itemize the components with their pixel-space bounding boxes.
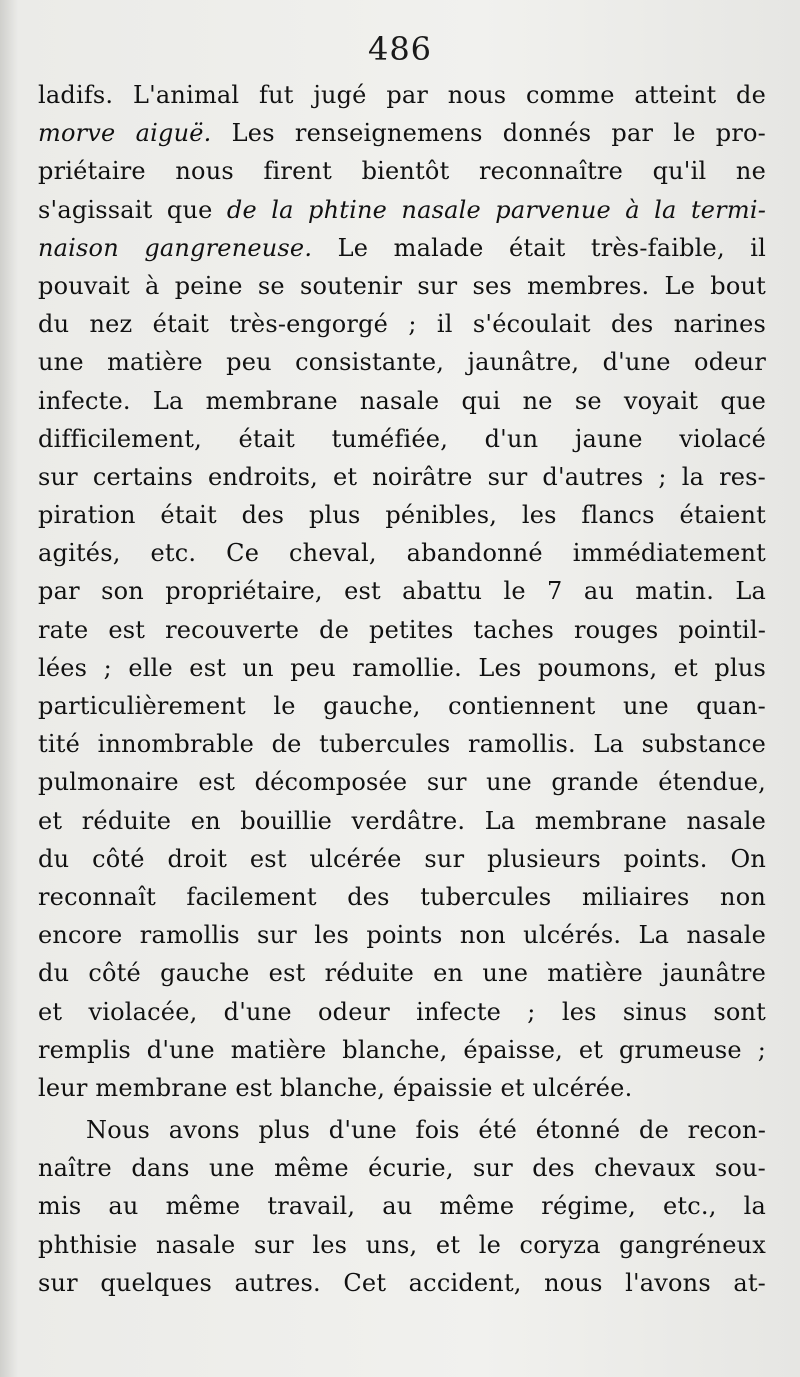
text-segment: sur quelques autres. Cet accident, nous l'avons at- bbox=[38, 1268, 766, 1297]
italic-segment: de la phtine nasale parvenue à la termi- bbox=[226, 195, 767, 224]
text-segment: lées ; elle est un peu ramollie. Les poumons, et plus bbox=[38, 653, 766, 682]
text-segment: pulmonaire est décomposée sur une grande étendue, bbox=[38, 768, 766, 797]
text-segment: difficilement, était tuméfiée, d'un jaune violacé bbox=[38, 424, 766, 453]
text-line bbox=[38, 572, 766, 610]
body-text bbox=[38, 76, 766, 1302]
text-segment: Nous avons plus d'une fois été étonné de recon- bbox=[86, 1116, 766, 1145]
text-segment: reconnaît facilement des tubercules miliaires non bbox=[38, 882, 766, 911]
text-line bbox=[38, 496, 766, 534]
text-segment: et violacée, d'une odeur infecte ; les sinus sont bbox=[38, 997, 766, 1026]
text-segment: du côté droit est ulcérée sur plusieurs points. On bbox=[38, 844, 766, 873]
text-segment: du nez était très-engorgé ; il s'écoulait des narines bbox=[38, 310, 766, 339]
italic-segment: naison gangreneuse. bbox=[38, 233, 313, 262]
text-line bbox=[38, 802, 766, 840]
text-line bbox=[38, 1226, 766, 1264]
text-segment: naître dans une même écurie, sur des chevaux sou- bbox=[38, 1154, 766, 1183]
text-segment: agités, etc. Ce cheval, abandonné immédiatement bbox=[38, 539, 766, 568]
text-segment: Les renseignemens donnés par le pro- bbox=[211, 119, 766, 148]
page-number: 486 bbox=[367, 30, 433, 68]
text-line bbox=[38, 725, 766, 763]
text-segment: une matière peu consistante, jaunâtre, d'une odeur bbox=[38, 348, 766, 377]
text-line bbox=[38, 649, 766, 687]
text-line bbox=[38, 191, 766, 229]
text-segment: rate est recouverte de petites taches rouges pointil- bbox=[38, 615, 766, 644]
text-segment: ladifs. L'animal fut jugé par nous comme atteint de bbox=[38, 81, 766, 109]
text-line bbox=[38, 343, 766, 381]
text-segment: par son propriétaire, est abattu le 7 au matin. La bbox=[38, 577, 766, 606]
text-line bbox=[38, 916, 766, 954]
text-line bbox=[38, 1031, 766, 1069]
text-line bbox=[38, 152, 766, 190]
text-line bbox=[38, 382, 766, 420]
text-line bbox=[38, 611, 766, 649]
text-segment: mis au même travail, au même régime, etc., la bbox=[38, 1192, 766, 1221]
text-line bbox=[38, 687, 766, 725]
text-line bbox=[38, 1149, 766, 1187]
text-line bbox=[38, 76, 766, 114]
text-segment: Le malade était très-faible, il bbox=[312, 233, 766, 262]
text-segment: pouvait à peine se soutenir sur ses membres. Le bout bbox=[38, 271, 766, 300]
text-line bbox=[38, 1264, 766, 1302]
text-line bbox=[38, 993, 766, 1031]
text-line bbox=[38, 954, 766, 992]
text-segment: sur certains endroits, et noirâtre sur d'autres ; la res- bbox=[38, 462, 766, 491]
text-line bbox=[38, 420, 766, 458]
text-segment: remplis d'une matière blanche, épaisse, et grumeuse ; bbox=[38, 1035, 766, 1064]
text-line bbox=[38, 229, 766, 267]
text-segment: s'agissait que bbox=[38, 195, 227, 224]
text-segment: leur membrane est blanche, épaissie et ulcérée. bbox=[38, 1073, 633, 1102]
text-segment: piration était des plus pénibles, les flancs étaient bbox=[38, 501, 766, 530]
text-line bbox=[38, 878, 766, 916]
text-line bbox=[38, 305, 766, 343]
italic-segment: morve aiguë. bbox=[38, 119, 212, 148]
text-segment: encore ramollis sur les points non ulcérés. La nasale bbox=[38, 921, 766, 950]
text-line bbox=[38, 763, 766, 801]
text-segment: phthisie nasale sur les uns, et le coryza gangréneux bbox=[38, 1230, 766, 1259]
text-line bbox=[38, 534, 766, 572]
text-line bbox=[38, 1187, 766, 1225]
text-line bbox=[38, 458, 766, 496]
text-line bbox=[38, 1111, 766, 1149]
text-line bbox=[38, 1069, 766, 1107]
text-line bbox=[38, 840, 766, 878]
text-segment: particulièrement le gauche, contiennent une quan- bbox=[38, 692, 766, 720]
text-segment: priétaire nous firent bientôt reconnaître qu'il ne bbox=[38, 157, 766, 186]
text-line bbox=[38, 114, 766, 152]
text-segment: tité innombrable de tubercules ramollis. La substance bbox=[38, 730, 766, 759]
text-segment: du côté gauche est réduite en une matière jaunâtre bbox=[38, 959, 766, 988]
text-segment: infecte. La membrane nasale qui ne se voyait que bbox=[38, 386, 766, 415]
text-line bbox=[38, 267, 766, 305]
text-segment: et réduite en bouillie verdâtre. La membrane nasale bbox=[38, 806, 766, 835]
